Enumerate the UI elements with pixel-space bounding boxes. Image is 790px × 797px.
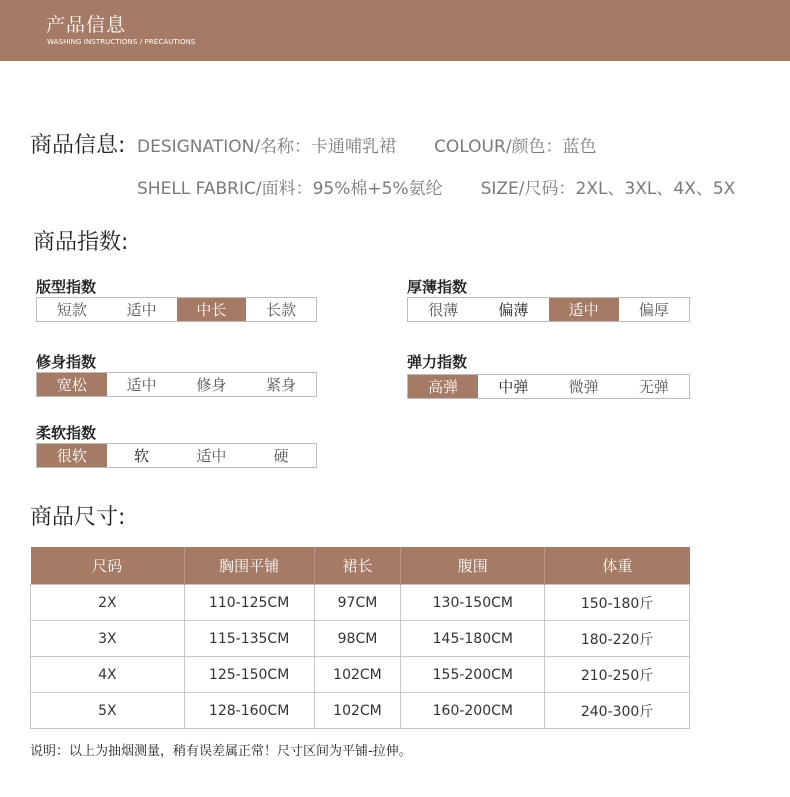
banner-subtitle: WASHING INSTRUCTIONS / PRECAUTIONS [47, 38, 196, 46]
thickness-option-medium: 适中 [549, 298, 619, 321]
table-cell: 240-300斤 [545, 693, 690, 729]
fabric-text: SHELL FABRIC/面料：95%棉+5%氨纶 [137, 179, 443, 199]
table-cell: 2X [31, 585, 185, 621]
header-weight: 体重 [545, 547, 690, 585]
softness-option-hard: 硬 [273, 447, 289, 465]
softness-option-medium: 适中 [196, 447, 227, 465]
colour-text: COLOUR/颜色：蓝色 [434, 137, 597, 157]
fit-index-scale [36, 297, 317, 322]
body-option-loose: 宽松 [37, 373, 107, 396]
banner-title: 产品信息 [46, 14, 127, 36]
elastic-option-none: 无弹 [638, 378, 669, 396]
fit-option-medium: 适中 [126, 301, 157, 319]
table-cell: 145-180CM [401, 621, 545, 657]
table-cell: 4X [31, 657, 185, 693]
elastic-option-high: 高弹 [408, 375, 478, 398]
table-cell: 155-200CM [401, 657, 545, 693]
header-bust: 胸围平铺 [184, 547, 314, 585]
table-cell: 97CM [314, 585, 401, 621]
size-text: SIZE/尺码：2XL、3XL、4X、5X [480, 179, 736, 199]
info-line-2 [137, 174, 735, 199]
header-size: 尺码 [31, 547, 185, 585]
thickness-option-very-thin: 很薄 [428, 301, 459, 319]
table-cell: 210-250斤 [545, 657, 690, 693]
size-table-header [31, 547, 690, 585]
softness-option-very-soft: 很软 [37, 444, 107, 467]
size-heading: 商品尺寸: [30, 505, 126, 530]
table-cell: 150-180斤 [545, 585, 690, 621]
table-row [31, 693, 690, 729]
table-cell: 98CM [314, 621, 401, 657]
size-table [30, 547, 690, 729]
body-index-label: 修身指数 [36, 353, 97, 371]
thickness-index-label: 厚薄指数 [407, 278, 468, 296]
body-option-slim: 修身 [196, 376, 227, 394]
header-length: 裙长 [314, 547, 401, 585]
softness-index-label: 柔软指数 [36, 424, 97, 442]
thickness-option-thick: 偏厚 [638, 301, 669, 319]
table-cell: 130-150CM [401, 585, 545, 621]
table-row [31, 621, 690, 657]
table-cell: 3X [31, 621, 185, 657]
table-cell: 5X [31, 693, 185, 729]
fit-index-label: 版型指数 [36, 278, 97, 296]
header-banner [0, 0, 790, 61]
designation-text: DESIGNATION/名称：卡通哺乳裙 [137, 137, 397, 157]
table-cell: 110-125CM [184, 585, 314, 621]
table-cell: 115-135CM [184, 621, 314, 657]
elastic-index-scale [407, 374, 690, 399]
elastic-index-label: 弹力指数 [407, 353, 468, 371]
elastic-option-slight: 微弹 [568, 378, 599, 396]
table-row [31, 657, 690, 693]
softness-option-soft: 软 [134, 447, 150, 465]
measurement-note: 说明：以上为抽烟测量，稍有误差属正常！尺寸区间为平铺-拉伸。 [30, 744, 412, 759]
body-index-scale [36, 372, 317, 397]
table-cell: 180-220斤 [545, 621, 690, 657]
fit-option-short: 短款 [56, 301, 87, 319]
table-cell: 125-150CM [184, 657, 314, 693]
fit-option-mid-long: 中长 [177, 298, 247, 321]
body-option-medium: 适中 [126, 376, 157, 394]
table-cell: 128-160CM [184, 693, 314, 729]
table-row [31, 585, 690, 621]
thickness-option-thin: 偏薄 [498, 301, 529, 319]
product-info-heading: 商品信息: [30, 133, 126, 158]
header-waist: 腹围 [401, 547, 545, 585]
softness-index-scale [36, 443, 317, 468]
table-cell: 160-200CM [401, 693, 545, 729]
info-line-1 [137, 132, 597, 157]
indices-heading: 商品指数: [33, 230, 129, 255]
table-cell: 102CM [314, 657, 401, 693]
body-option-tight: 紧身 [266, 376, 297, 394]
elastic-option-medium: 中弹 [498, 378, 529, 396]
fit-option-long: 长款 [266, 301, 297, 319]
thickness-index-scale [407, 297, 690, 322]
table-cell: 102CM [314, 693, 401, 729]
